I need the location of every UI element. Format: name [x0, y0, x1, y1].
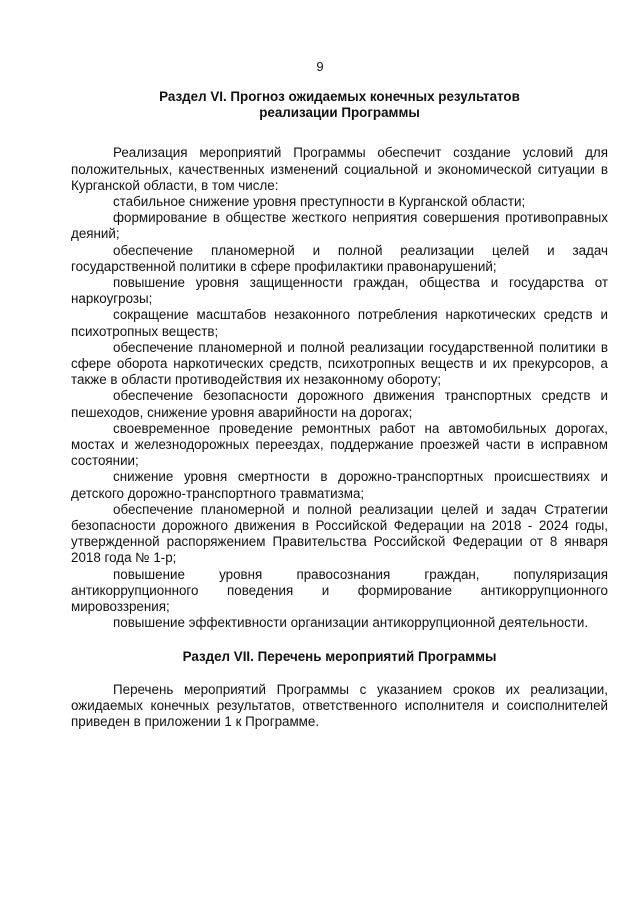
- result-item: снижение уровня смертности в дорожно-транспортных происшествиях и детского дорожно-транспортного травматизма;: [71, 469, 608, 501]
- result-item: обеспечение планомерной и полной реализации целей и задач государственной политики в сфере профилактики правонарушений;: [71, 242, 608, 274]
- result-item: повышение уровня правосознания граждан, популяризация антикоррупционного поведения и формирование антикоррупционного мировоззрения;: [71, 566, 608, 615]
- section-7-heading: Раздел VII. Перечень мероприятий Программы: [182, 648, 497, 664]
- result-item: повышение эффективности организации антикоррупционной деятельности.: [113, 615, 589, 631]
- result-item: обеспечение планомерной и полной реализации государственной политики в сфере оборота наркотических средств, психотропных веществ и их прекурсоров, а также в области противодействия их незаконному обороту;: [71, 339, 608, 388]
- result-item: стабильное снижение уровня преступности в Курганской области;: [113, 194, 526, 210]
- section-6-heading-line-1: Раздел VI. Прогноз ожидаемых конечных результатов: [159, 89, 520, 104]
- result-item: сокращение масштабов незаконного потребления наркотических средств и психотропных веществ;: [71, 307, 608, 339]
- result-item: формирование в обществе жесткого неприятия совершения противоправных деяний;: [71, 210, 608, 242]
- result-item: своевременное проведение ремонтных работ на автомобильных дорогах, мостах и железнодорожных переездах, поддержание проезжей части в исправном состоянии;: [71, 420, 608, 469]
- page-number: 9: [316, 59, 324, 74]
- result-item: повышение уровня защищенности граждан, общества и государства от наркоугрозы;: [71, 275, 608, 307]
- section-7-text: Перечень мероприятий Программы с указанием сроков их реализации, ожидаемых конечных результатов, ответственного исполнителя и соисполнителей приведен в приложении 1 к Программе.: [71, 681, 608, 730]
- section-6-heading-line-2: реализации Программы: [259, 105, 420, 121]
- result-item: обеспечение безопасности дорожного движения транспортных средств и пешеходов, снижение уровня аварийности на дорогах;: [71, 388, 608, 420]
- page-content: [71, 89, 608, 730]
- result-item: обеспечение планомерной и полной реализации целей и задач Стратегии безопасности дорожного движения в Российской Федерации на 2018 - 2024 годы, утвержденной распоряжением Правительства Российской Федерации от 8 января 2018 года № 1-р;: [71, 501, 608, 566]
- section-6-intro: Реализация мероприятий Программы обеспечит создание условий для положительных, качественных изменений социальной и экономической ситуации в Курганской области, в том числе:: [71, 145, 608, 193]
